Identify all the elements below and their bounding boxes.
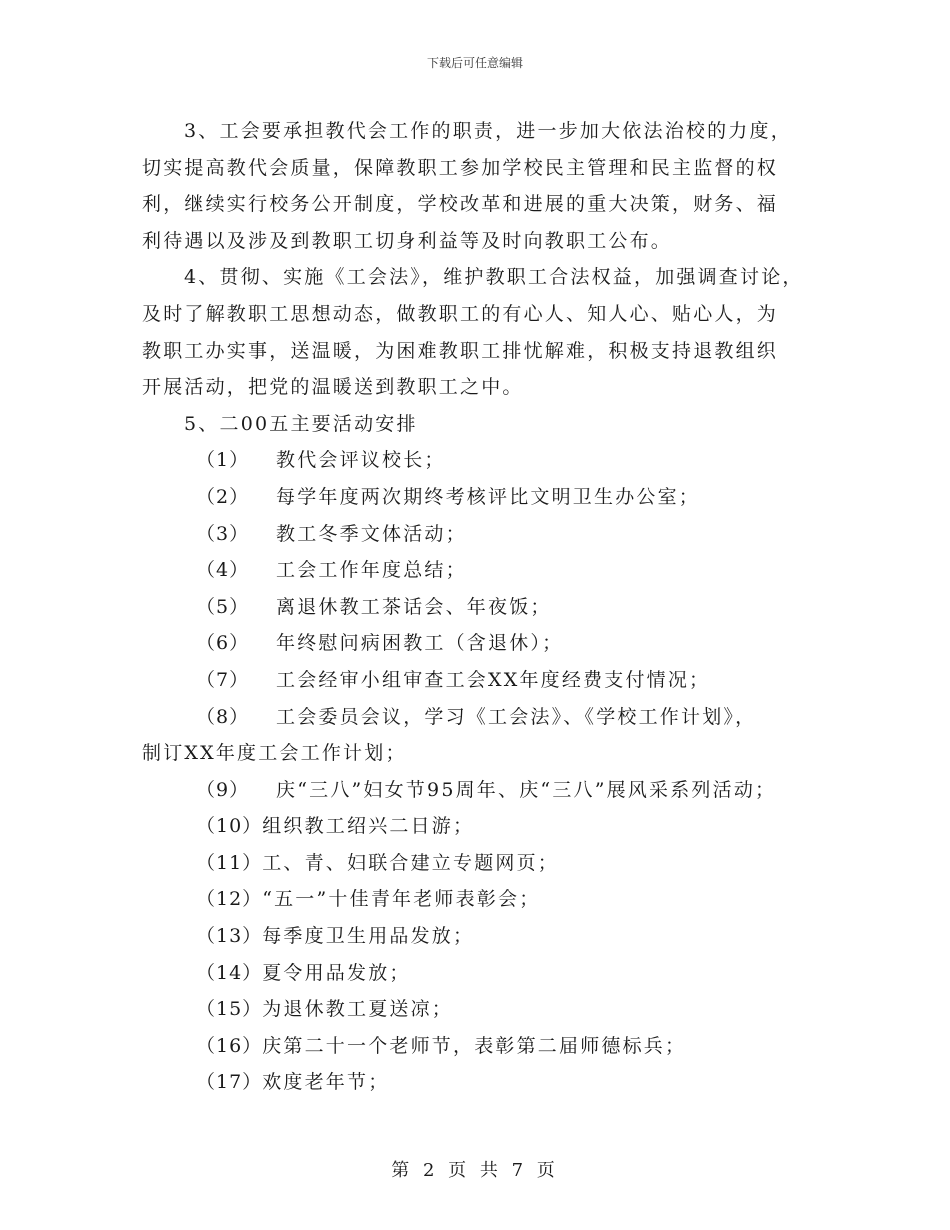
item-text: 每学年度两次期终考核评比文明卫生办公室； bbox=[276, 485, 701, 508]
item-text: 工会经审小组审查工会XX年度经费支付情况； bbox=[276, 668, 711, 691]
item-text: 工会委员会议，学习《工会法》、《学校工作计划》， bbox=[276, 705, 757, 728]
item-text: 工、青、妇联合建立专题网页； bbox=[262, 851, 559, 874]
list-item bbox=[142, 589, 822, 626]
item-text: 教代会评议校长； bbox=[276, 449, 446, 472]
item-text: 每季度卫生用品发放； bbox=[262, 925, 475, 948]
item-text: 庆“三八”妇女节95周年、庆“三八”展风采系列活动； bbox=[276, 778, 777, 801]
list-item bbox=[142, 625, 822, 662]
paragraph-line: 开展活动，把党的温暖送到教职工之中。 bbox=[142, 376, 524, 399]
item-number: （5） bbox=[196, 595, 250, 618]
list-item-continuation: 制订XX年度工会工作计划； bbox=[142, 742, 407, 765]
item-number: （4） bbox=[196, 559, 250, 582]
item-text: 工会工作年度总结； bbox=[276, 559, 467, 582]
item-number: （10） bbox=[196, 815, 263, 838]
document-body bbox=[142, 113, 822, 1101]
paragraph-line: 及时了解教职工思想动态，做教职工的有心人、知人心、贴心人，为 bbox=[142, 302, 779, 325]
item-number: （9） bbox=[196, 778, 250, 801]
item-number: （12） bbox=[196, 888, 263, 911]
item-number: （11） bbox=[196, 851, 263, 874]
item-number: （15） bbox=[196, 998, 263, 1021]
paragraph-line: 3、工会要承担教代会工作的职责，进一步加大依法治校的力度， bbox=[184, 120, 792, 142]
list-item bbox=[142, 772, 822, 809]
item-number: （3） bbox=[196, 522, 250, 545]
list-item bbox=[142, 552, 822, 589]
item-text: 欢度老年节； bbox=[262, 1071, 390, 1094]
paragraph-line: 利，继续实行校务公开制度，学校改革和进展的重大决策，财务、福 bbox=[142, 193, 779, 216]
item-number: （17） bbox=[196, 1071, 263, 1094]
paragraph-line: 4、贯彻、实施《工会法》，维护教职工合法权益，加强调查讨论， bbox=[184, 266, 804, 289]
list-item bbox=[142, 479, 822, 516]
list-item bbox=[142, 662, 822, 699]
item-number: （14） bbox=[196, 961, 263, 984]
list-item bbox=[142, 699, 822, 736]
item-text: 庆第二十一个老师节，表彰第二届师德标兵； bbox=[262, 1034, 687, 1057]
item-number: （1） bbox=[196, 449, 250, 472]
list-item bbox=[142, 516, 822, 553]
paragraph-line: 教职工办实事，送温暖，为困难教职工排忧解难，积极支持退教组织 bbox=[142, 339, 779, 362]
page-footer: 第 2 页 共 7 页 bbox=[391, 1160, 559, 1181]
item-number: （13） bbox=[196, 925, 263, 948]
list-item bbox=[142, 442, 822, 479]
page-header: 下载后可任意编辑 bbox=[426, 56, 523, 70]
item-number: （8） bbox=[196, 705, 250, 728]
item-text: 离退休教工茶话会、年夜饭； bbox=[276, 595, 552, 618]
item-text: 夏令用品发放； bbox=[262, 961, 411, 984]
list-item bbox=[142, 991, 822, 1028]
list-item bbox=[142, 881, 822, 918]
list-item bbox=[142, 918, 822, 955]
paragraph-line: 利待遇以及涉及到教职工切身利益等及时向教职工公布。 bbox=[142, 229, 673, 252]
item-number: （16） bbox=[196, 1034, 263, 1057]
item-text: 组织教工绍兴二日游； bbox=[262, 815, 475, 838]
list-item bbox=[142, 845, 822, 882]
item-text: “五一”十佳青年老师表彰会； bbox=[262, 888, 541, 911]
list-item bbox=[142, 1028, 822, 1065]
list-item bbox=[142, 1064, 822, 1101]
item-number: （7） bbox=[196, 668, 250, 691]
section-heading: 5、二00五主要活动安排 bbox=[184, 412, 418, 435]
list-item bbox=[142, 955, 822, 992]
item-text: 教工冬季文体活动； bbox=[276, 522, 467, 545]
item-number: （2） bbox=[196, 485, 250, 508]
item-text: 年终慰问病困教工（含退休）； bbox=[276, 632, 564, 655]
list-item bbox=[142, 808, 822, 845]
paragraph-line: 切实提高教代会质量，保障教职工参加学校民主管理和民主监督的权 bbox=[142, 156, 779, 179]
item-text: 为退休教工夏送凉； bbox=[262, 998, 453, 1021]
item-number: （6） bbox=[196, 632, 250, 655]
